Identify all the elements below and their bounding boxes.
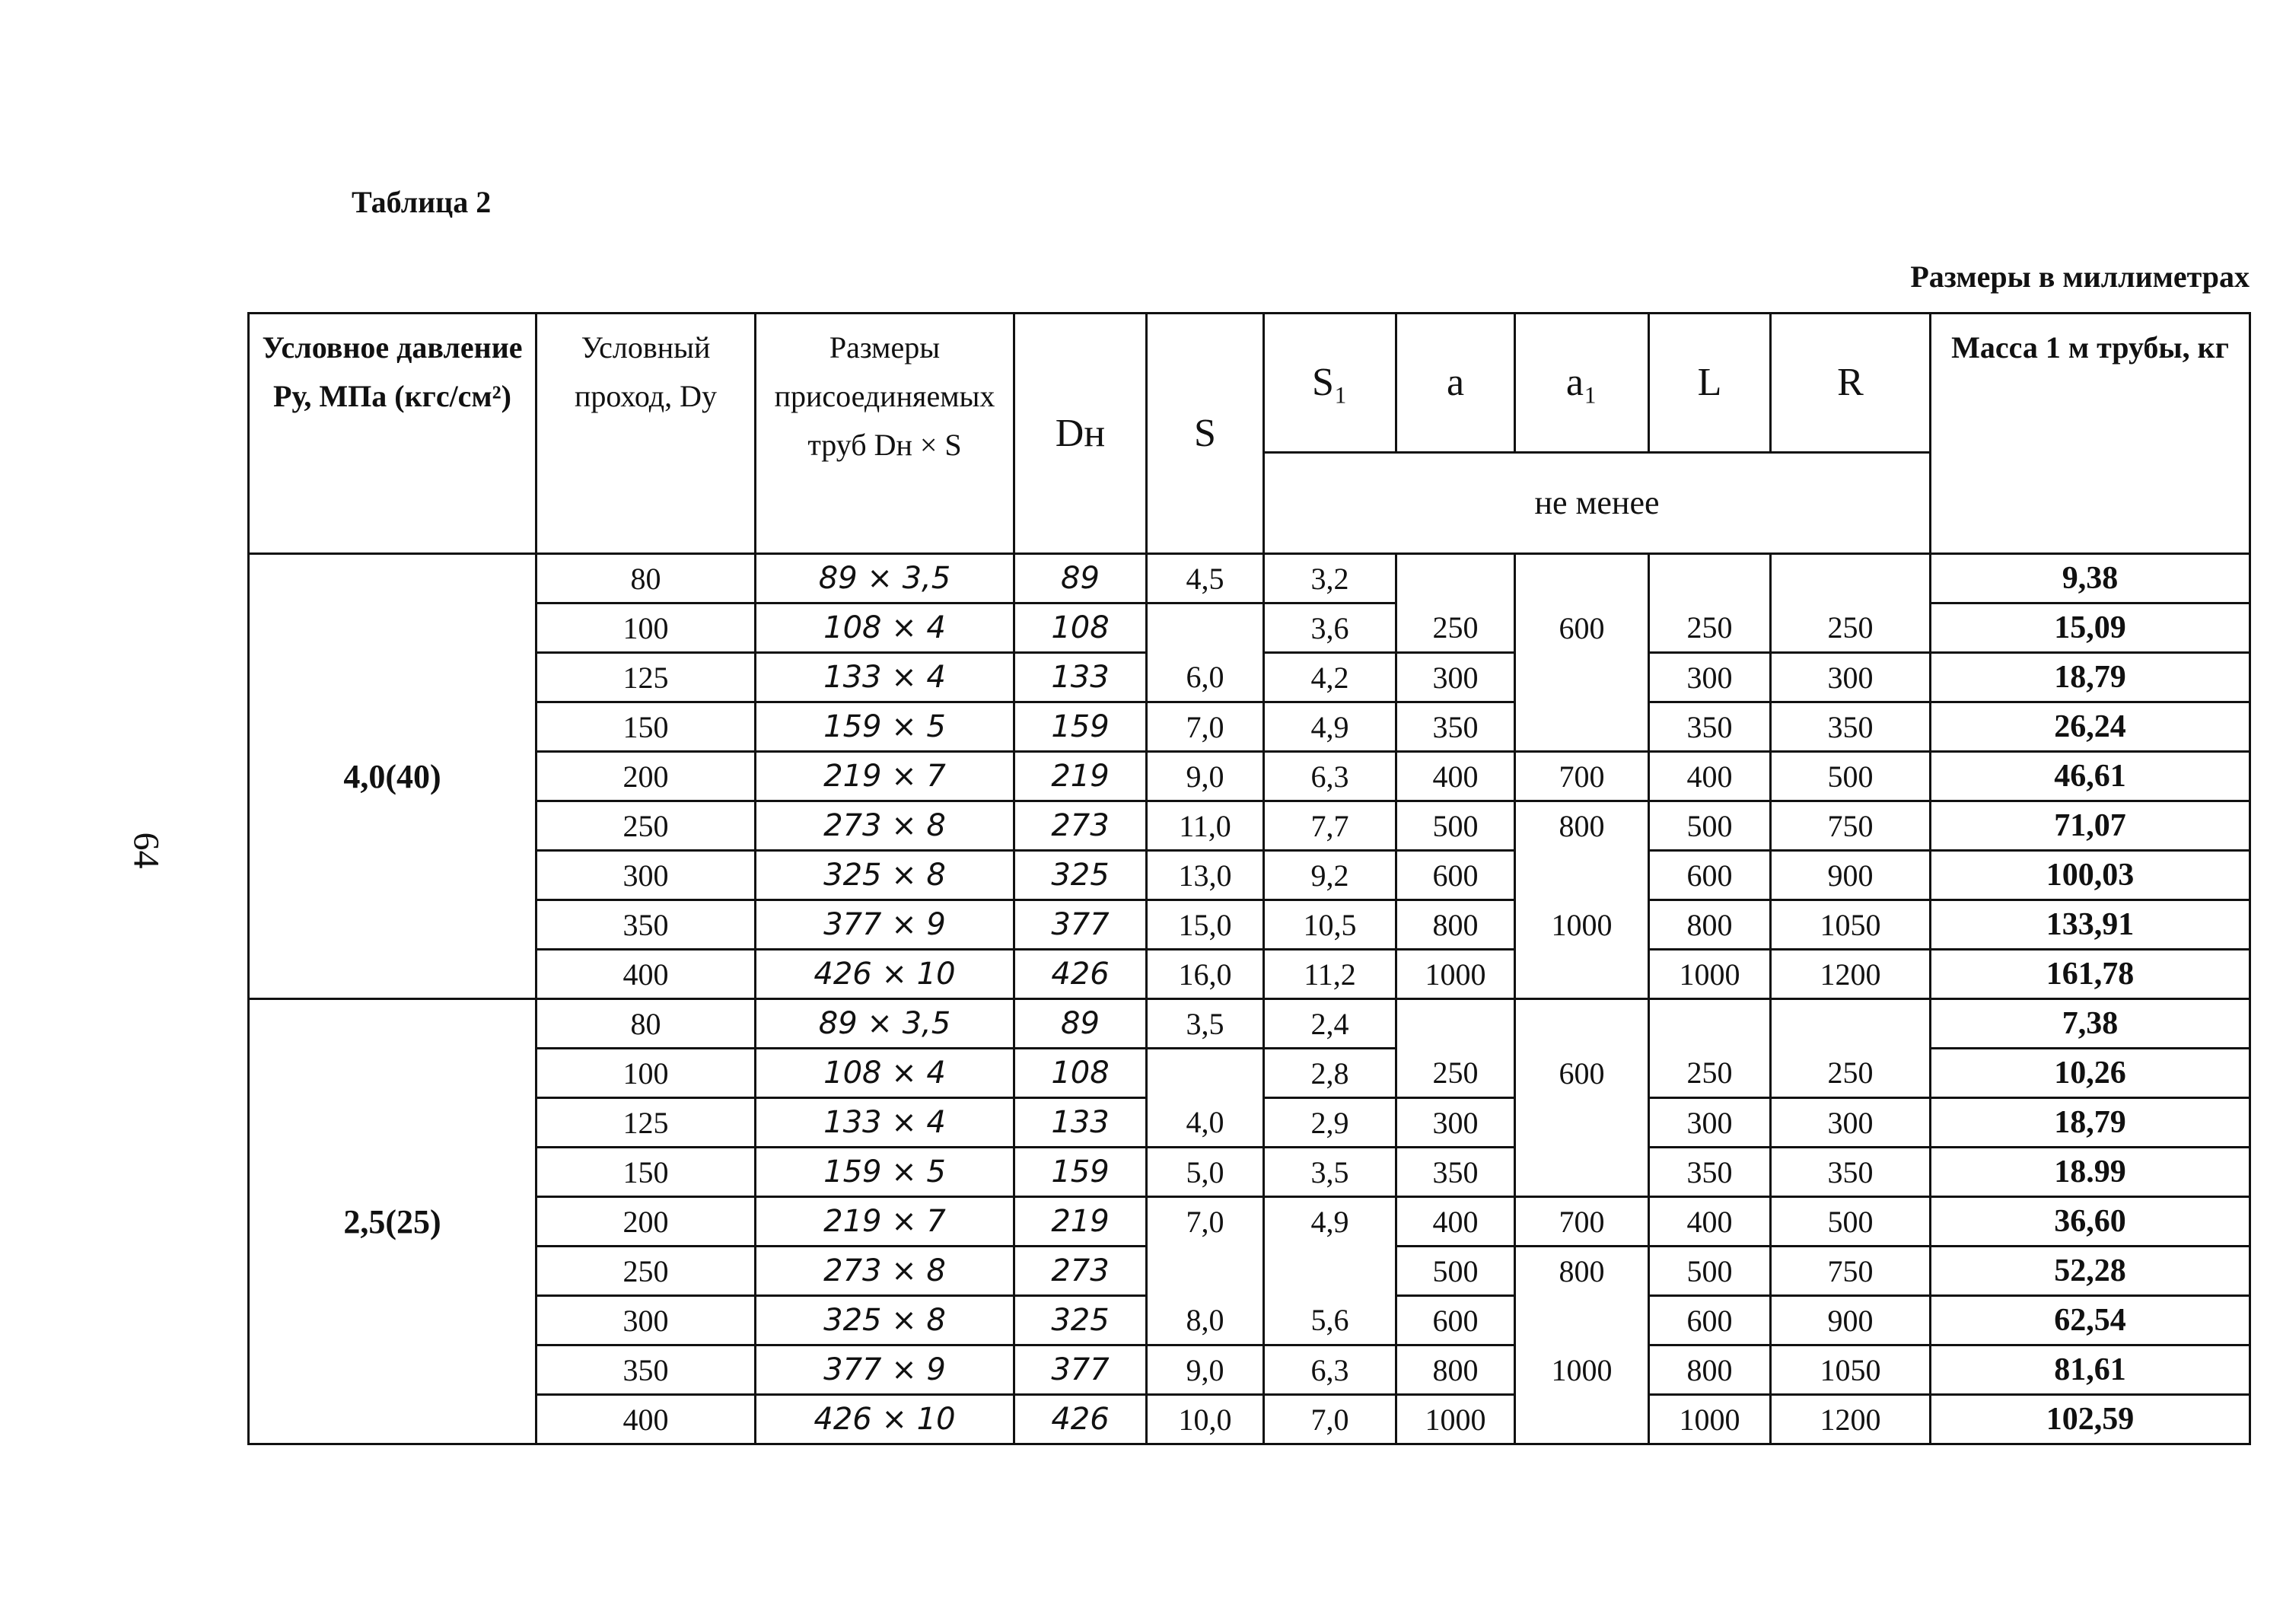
a1-cell: 700 [1515,752,1649,801]
l-cell: 400 [1649,1197,1771,1247]
page-number: 64 [126,832,167,869]
pipe-cell: 133 × 4 [756,1098,1014,1148]
units-note: Размеры в миллиметрах [1910,260,2250,294]
s-cell: 7,0 [1147,1197,1264,1247]
a1-cell [1515,950,1649,999]
table-row [249,999,2250,1049]
dy-cell: 125 [537,653,756,702]
pipe-cell: 219 × 7 [756,752,1014,801]
table-row [249,1395,2250,1444]
a-cell: 800 [1396,900,1515,950]
table-row [249,702,2250,752]
dy-cell: 350 [537,900,756,950]
table-row [249,1247,2250,1296]
a1-cell [1515,1098,1649,1148]
mass-cell: 102,59 [1931,1395,2250,1444]
l-cell: 250 [1649,1049,1771,1098]
mass-cell: 18.99 [1931,1148,2250,1197]
s-cell [1147,603,1264,653]
table-title: Таблица 2 [352,185,492,219]
header-row [249,314,2250,453]
a1-cell: 700 [1515,1197,1649,1247]
dn-cell: 273 [1014,1247,1147,1296]
pipe-cell: 89 × 3,5 [756,999,1014,1049]
pipe-cell: 159 × 5 [756,702,1014,752]
table-row [249,1345,2250,1395]
s1-cell: 4,9 [1264,1197,1396,1247]
mass-cell: 10,26 [1931,1049,2250,1098]
dn-cell: 219 [1014,752,1147,801]
s1-cell: 7,0 [1264,1395,1396,1444]
l-cell: 250 [1649,603,1771,653]
mass-cell: 161,78 [1931,950,2250,999]
s1-cell: 3,6 [1264,603,1396,653]
dn-cell: 159 [1014,1148,1147,1197]
s-cell [1147,1247,1264,1296]
s1-cell: 2,8 [1264,1049,1396,1098]
header-dn: Dн [1014,314,1147,554]
dn-cell: 133 [1014,1098,1147,1148]
dy-cell: 80 [537,999,756,1049]
a1-cell: 600 [1515,603,1649,653]
r-cell: 750 [1771,1247,1931,1296]
l-cell: 800 [1649,900,1771,950]
dy-cell: 200 [537,752,756,801]
header-pipes: Размеры присоединяемых труб Dн × S [756,314,1014,554]
pipe-cell: 219 × 7 [756,1197,1014,1247]
s1-cell: 6,3 [1264,752,1396,801]
s-cell: 9,0 [1147,752,1264,801]
r-cell: 300 [1771,653,1931,702]
pipe-cell: 89 × 3,5 [756,554,1014,603]
dy-cell: 150 [537,702,756,752]
mass-cell: 18,79 [1931,1098,2250,1148]
a-cell: 600 [1396,1296,1515,1345]
l-cell [1649,554,1771,603]
dn-cell: 426 [1014,950,1147,999]
dy-cell: 100 [537,1049,756,1098]
dy-cell: 250 [537,801,756,851]
pipe-cell: 273 × 8 [756,1247,1014,1296]
s-cell: 4,5 [1147,554,1264,603]
mass-cell: 71,07 [1931,801,2250,851]
s1-cell: 2,4 [1264,999,1396,1049]
s-cell: 16,0 [1147,950,1264,999]
mass-cell: 62,54 [1931,1296,2250,1345]
pipe-cell: 133 × 4 [756,653,1014,702]
a-cell: 300 [1396,1098,1515,1148]
header-r: R [1771,314,1931,453]
dn-cell: 133 [1014,653,1147,702]
a-cell: 350 [1396,702,1515,752]
r-cell: 500 [1771,1197,1931,1247]
a1-cell: 1000 [1515,900,1649,950]
mass-cell: 52,28 [1931,1247,2250,1296]
a-cell: 400 [1396,752,1515,801]
s1-cell: 6,3 [1264,1345,1396,1395]
l-cell: 500 [1649,1247,1771,1296]
s-cell: 8,0 [1147,1296,1264,1345]
dimensions-table [247,312,2251,1445]
l-cell: 300 [1649,1098,1771,1148]
a-cell [1396,999,1515,1049]
header-pressure: Условное давление Ру, МПа (кгс/см²) [249,314,537,554]
pipe-cell: 325 × 8 [756,851,1014,900]
table-row [249,1148,2250,1197]
pipe-cell: 426 × 10 [756,950,1014,999]
r-cell: 350 [1771,1148,1931,1197]
l-cell: 1000 [1649,1395,1771,1444]
a1-cell [1515,1148,1649,1197]
a1-cell: 800 [1515,801,1649,851]
header-l: L [1649,314,1771,453]
dy-cell: 300 [537,851,756,900]
dy-cell: 125 [537,1098,756,1148]
dy-cell: 200 [537,1197,756,1247]
s-cell: 11,0 [1147,801,1264,851]
s-cell: 15,0 [1147,900,1264,950]
a1-cell [1515,1296,1649,1345]
r-cell: 900 [1771,1296,1931,1345]
l-cell: 500 [1649,801,1771,851]
r-cell: 500 [1771,752,1931,801]
l-cell: 300 [1649,653,1771,702]
r-cell: 1050 [1771,1345,1931,1395]
pipe-cell: 108 × 4 [756,1049,1014,1098]
a1-cell: 800 [1515,1247,1649,1296]
r-cell: 1200 [1771,1395,1931,1444]
mass-cell: 133,91 [1931,900,2250,950]
pressure-cell: 4,0(40) [249,554,537,999]
dn-cell: 377 [1014,900,1147,950]
s-cell: 9,0 [1147,1345,1264,1395]
table-row [249,554,2250,603]
s1-cell: 5,6 [1264,1296,1396,1345]
dy-cell: 150 [537,1148,756,1197]
dn-cell: 219 [1014,1197,1147,1247]
s1-cell: 3,2 [1264,554,1396,603]
s-cell: 13,0 [1147,851,1264,900]
dn-cell: 325 [1014,851,1147,900]
mass-cell: 46,61 [1931,752,2250,801]
s-cell: 7,0 [1147,702,1264,752]
table-row [249,1049,2250,1098]
pipe-cell: 108 × 4 [756,603,1014,653]
dy-cell: 300 [537,1296,756,1345]
dn-cell: 89 [1014,999,1147,1049]
s1-cell: 10,5 [1264,900,1396,950]
l-cell: 1000 [1649,950,1771,999]
r-cell [1771,999,1931,1049]
dn-cell: 325 [1014,1296,1147,1345]
r-cell: 900 [1771,851,1931,900]
a1-cell: 1000 [1515,1345,1649,1395]
r-cell: 1200 [1771,950,1931,999]
r-cell: 300 [1771,1098,1931,1148]
table-row [249,851,2250,900]
a1-cell [1515,653,1649,702]
s-cell: 3,5 [1147,999,1264,1049]
s-cell: 4,0 [1147,1098,1264,1148]
table-row [249,752,2250,801]
pipe-cell: 325 × 8 [756,1296,1014,1345]
dn-cell: 159 [1014,702,1147,752]
pipe-cell: 273 × 8 [756,801,1014,851]
dn-cell: 108 [1014,1049,1147,1098]
a-cell: 250 [1396,603,1515,653]
table-row [249,950,2250,999]
header-not-less: не менее [1264,453,1931,554]
a-cell: 1000 [1396,1395,1515,1444]
r-cell: 1050 [1771,900,1931,950]
dn-cell: 108 [1014,603,1147,653]
mass-cell: 81,61 [1931,1345,2250,1395]
r-cell: 250 [1771,603,1931,653]
a-cell: 250 [1396,1049,1515,1098]
pipe-cell: 377 × 9 [756,900,1014,950]
r-cell: 750 [1771,801,1931,851]
pressure-cell: 2,5(25) [249,999,537,1444]
header-mass: Масса 1 м трубы, кг [1931,314,2250,554]
s1-cell: 11,2 [1264,950,1396,999]
table-row [249,900,2250,950]
mass-cell: 15,09 [1931,603,2250,653]
mass-cell: 7,38 [1931,999,2250,1049]
dn-cell: 426 [1014,1395,1147,1444]
a1-cell: 600 [1515,1049,1649,1098]
mass-cell: 36,60 [1931,1197,2250,1247]
l-cell: 350 [1649,702,1771,752]
s1-cell [1264,1247,1396,1296]
r-cell: 350 [1771,702,1931,752]
pipe-cell: 159 × 5 [756,1148,1014,1197]
table-row [249,801,2250,851]
a-cell: 300 [1396,653,1515,702]
header-s1: S₁ [1264,314,1396,453]
dy-cell: 350 [537,1345,756,1395]
table-row [249,603,2250,653]
l-cell [1649,999,1771,1049]
dy-cell: 80 [537,554,756,603]
header-s: S [1147,314,1264,554]
s-cell [1147,1049,1264,1098]
mass-cell: 18,79 [1931,653,2250,702]
s-cell: 6,0 [1147,653,1264,702]
s-cell: 5,0 [1147,1148,1264,1197]
a-cell: 800 [1396,1345,1515,1395]
dy-cell: 400 [537,950,756,999]
a1-cell [1515,702,1649,752]
s1-cell: 9,2 [1264,851,1396,900]
a1-cell [1515,554,1649,603]
header-a: a [1396,314,1515,453]
r-cell [1771,554,1931,603]
table-row [249,1098,2250,1148]
mass-cell: 9,38 [1931,554,2250,603]
dn-cell: 273 [1014,801,1147,851]
table-row [249,1197,2250,1247]
s1-cell: 4,9 [1264,702,1396,752]
a1-cell [1515,999,1649,1049]
mass-cell: 100,03 [1931,851,2250,900]
header-a1: a₁ [1515,314,1649,453]
s1-cell: 2,9 [1264,1098,1396,1148]
a-cell [1396,554,1515,603]
s1-cell: 4,2 [1264,653,1396,702]
s1-cell: 7,7 [1264,801,1396,851]
a-cell: 350 [1396,1148,1515,1197]
a-cell: 500 [1396,801,1515,851]
dy-cell: 250 [537,1247,756,1296]
l-cell: 800 [1649,1345,1771,1395]
l-cell: 600 [1649,851,1771,900]
pipe-cell: 377 × 9 [756,1345,1014,1395]
a-cell: 500 [1396,1247,1515,1296]
a-cell: 400 [1396,1197,1515,1247]
header-passage: Условный проход, Dy [537,314,756,554]
l-cell: 600 [1649,1296,1771,1345]
l-cell: 350 [1649,1148,1771,1197]
table-row [249,1296,2250,1345]
l-cell: 400 [1649,752,1771,801]
a1-cell [1515,1395,1649,1444]
a1-cell [1515,851,1649,900]
s-cell: 10,0 [1147,1395,1264,1444]
dn-cell: 377 [1014,1345,1147,1395]
table-row [249,653,2250,702]
mass-cell: 26,24 [1931,702,2250,752]
dy-cell: 100 [537,603,756,653]
pipe-cell: 426 × 10 [756,1395,1014,1444]
dy-cell: 400 [537,1395,756,1444]
a-cell: 600 [1396,851,1515,900]
dn-cell: 89 [1014,554,1147,603]
a-cell: 1000 [1396,950,1515,999]
s1-cell: 3,5 [1264,1148,1396,1197]
r-cell: 250 [1771,1049,1931,1098]
